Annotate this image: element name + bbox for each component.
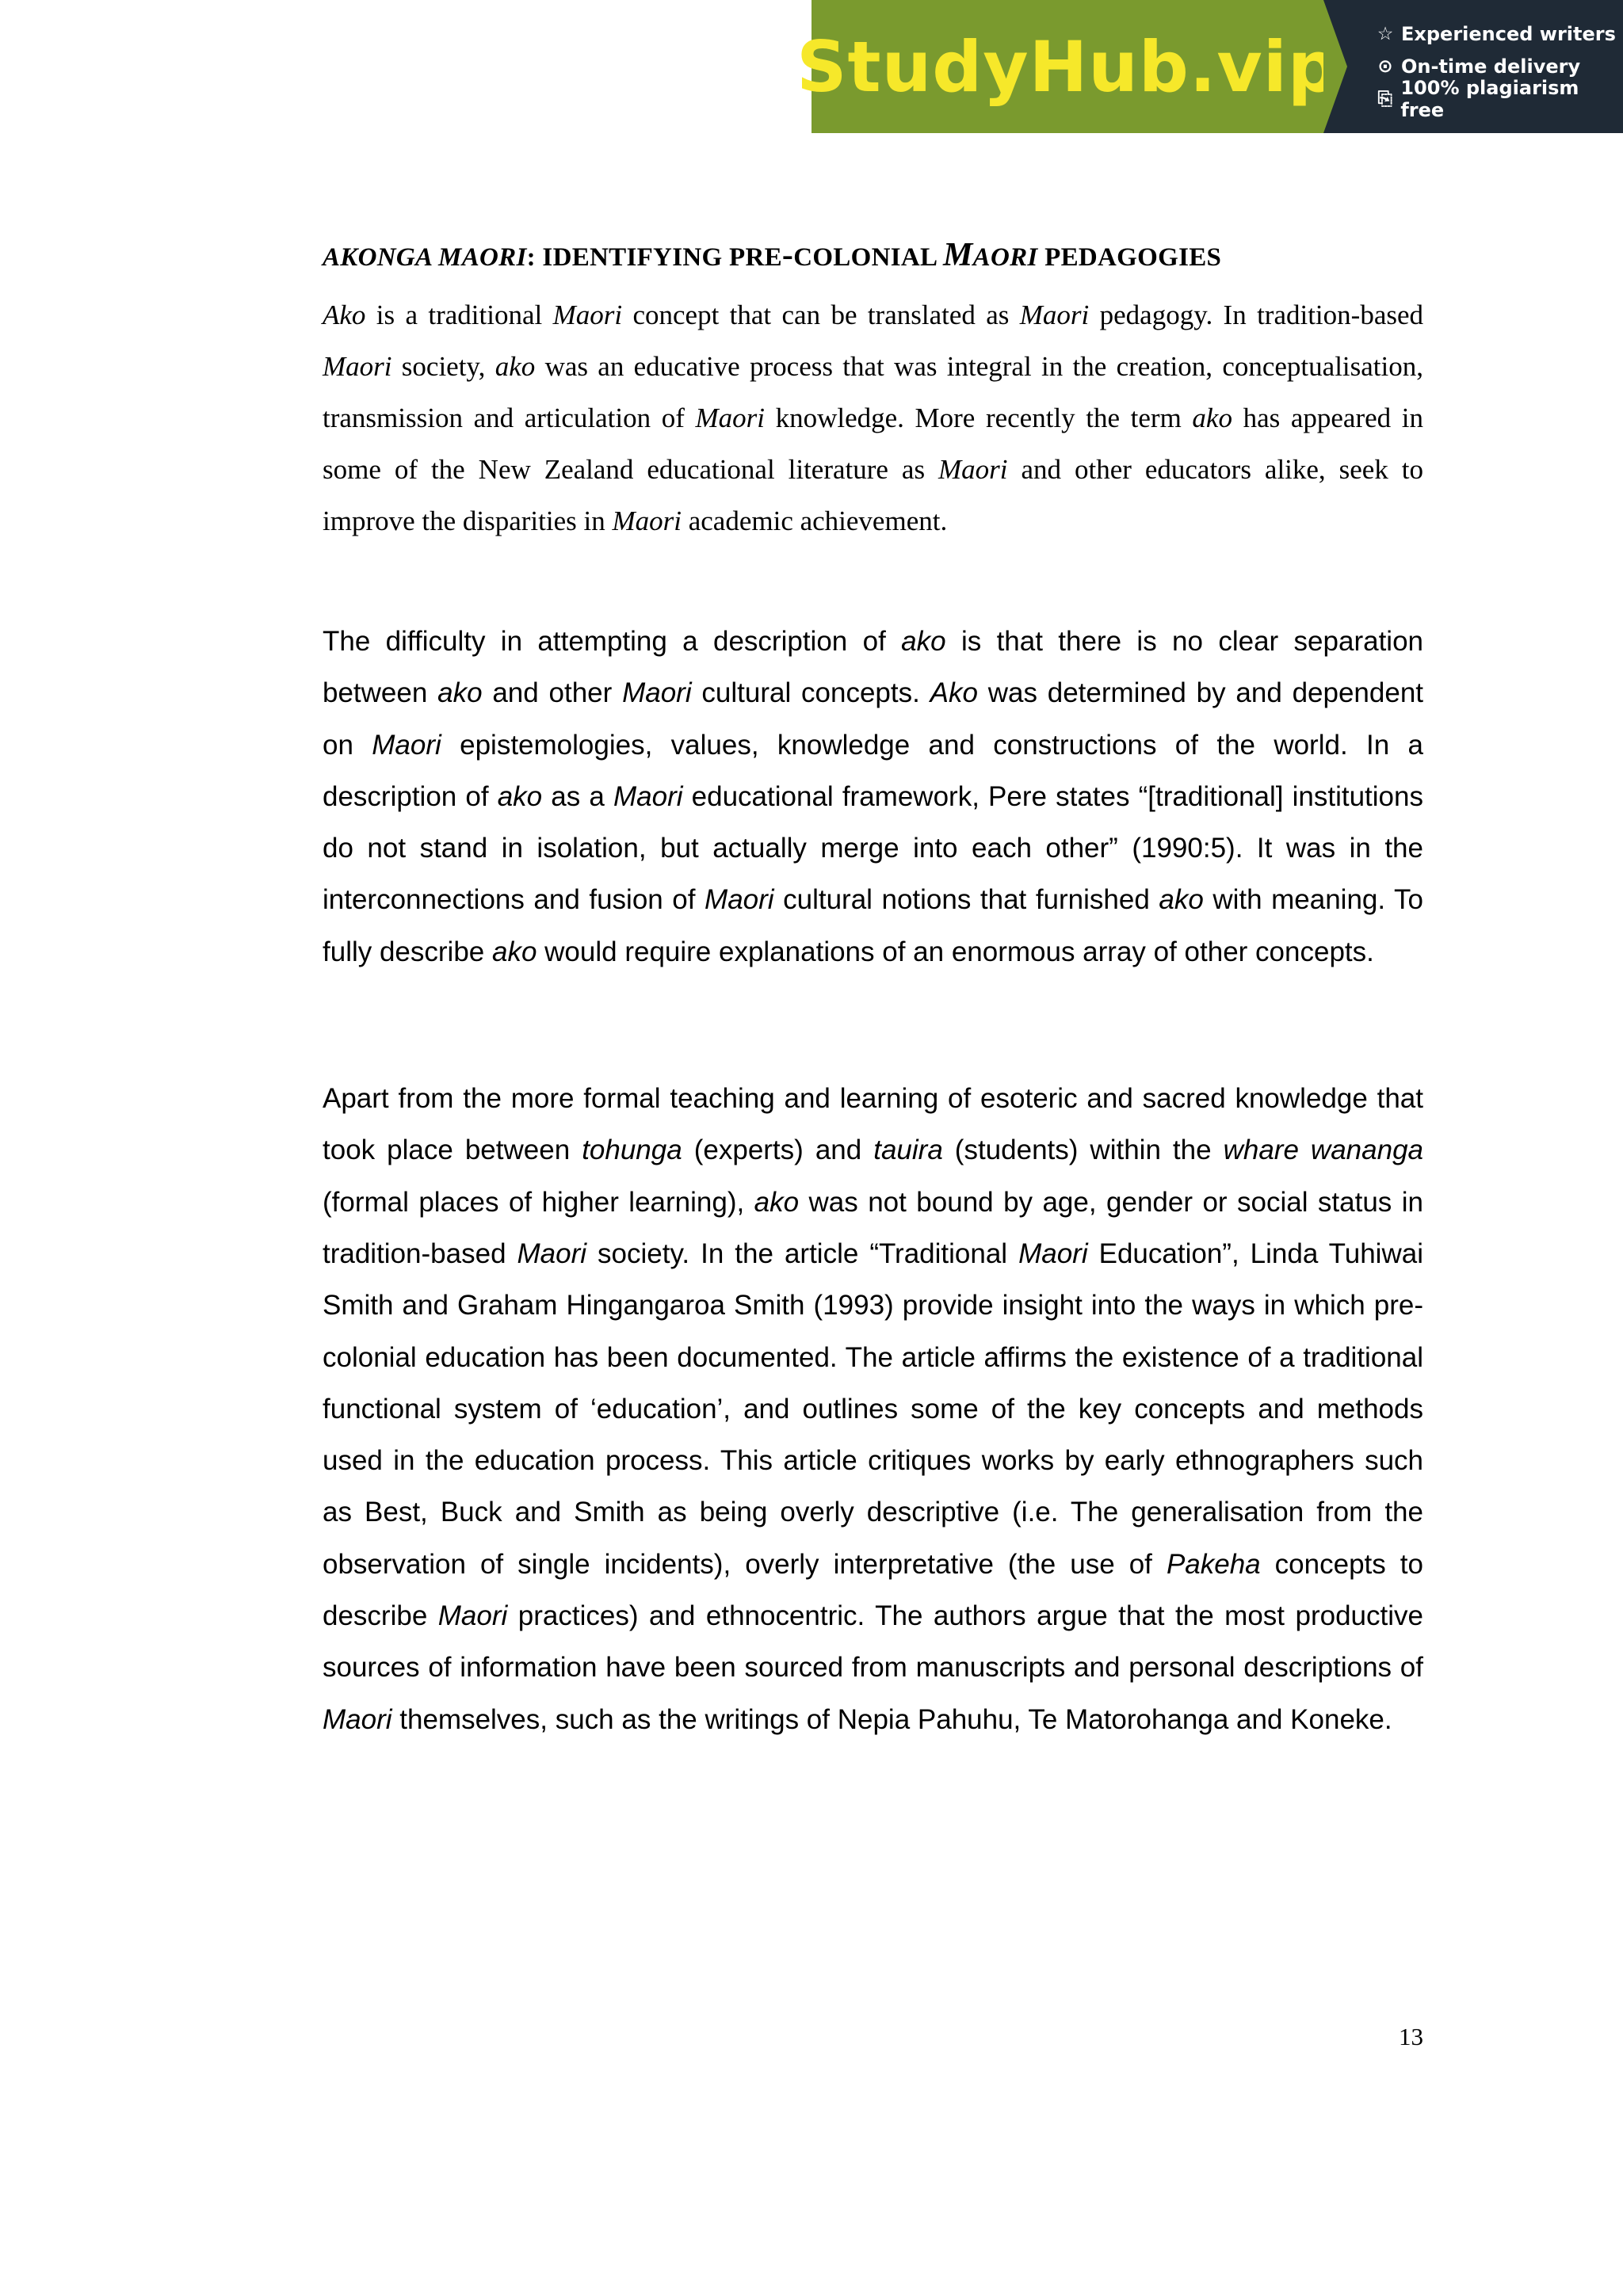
heading-maori-initial: M [943, 237, 973, 273]
text-run: Apart from the more formal teaching and learning of esoteric and sacred knowledge that took place between [323, 1083, 1423, 1166]
italic-term: Maori [1018, 1238, 1088, 1269]
text-run: concepts to describe [323, 1548, 1423, 1632]
italic-term: ako [497, 780, 543, 812]
italic-term: ako [1192, 402, 1232, 433]
heading-text: COLONIAL [793, 243, 944, 272]
text-run: The difficulty in attempting a description of [323, 626, 902, 657]
italic-term: Maori [938, 454, 1008, 485]
feature-label: On-time delivery [1401, 55, 1581, 78]
banner-features [1323, 0, 1623, 133]
logo-text: StudyHub.vip [796, 25, 1338, 108]
heading-hyphen: - [781, 237, 794, 273]
italic-term: Maori [612, 505, 682, 536]
text-run: cultural notions that furnished [773, 884, 1159, 916]
text-run: Education”, Linda Tuhiwai Smith and Graham Hingangaroa Smith (1993) provide insight into the ways in which pre-colonial education has been documented. The article affirms the existence of a traditional functional system of ‘education’, and outlines some of the key concepts and methods used in the education process. This article critiques works by early ethnographers such as Best, Buck and Smith as being overly descriptive (i.e. The generalisation from the observation of single incidents), overly interpretative (the use of [323, 1238, 1423, 1580]
studyhub-banner[interactable] [796, 0, 1623, 133]
text-run: cultural concepts. [691, 677, 930, 709]
document-page [323, 230, 1423, 1745]
section-heading [323, 230, 1423, 283]
italic-term: Ako [930, 677, 978, 709]
italic-term: tohunga [582, 1135, 682, 1166]
italic-term: Maori [695, 402, 765, 433]
italic-term: Maori [323, 1703, 392, 1735]
text-run: epistemologies, values, knowledge and constructions of the world. In a description of [323, 729, 1423, 812]
text-run: was an educative process that was integral in the creation, conceptualisation, transmission and articulation of [323, 351, 1423, 433]
text-run: concept that can be translated as [622, 299, 1020, 330]
feature-plagiarism-free [1376, 76, 1623, 121]
text-run: (students) within the [942, 1135, 1224, 1166]
italic-term: whare wananga [1223, 1135, 1423, 1166]
text-run: was determined by and dependent on [323, 677, 1424, 761]
text-run: society. In the article “Traditional [586, 1238, 1019, 1269]
italic-term: Maori [622, 677, 692, 709]
italic-term: ako [495, 351, 536, 382]
heading-maori-rest: AORI [972, 243, 1038, 272]
text-run: has appeared in some of the New Zealand educational literature as [323, 402, 1423, 485]
text-run: themselves, such as the writings of Nepia Pahuhu, Te Matorohanga and Koneke. [391, 1703, 1392, 1735]
feature-label: Experienced writers [1401, 22, 1616, 45]
studyhub-logo[interactable] [796, 0, 1338, 133]
italic-term: Maori [705, 884, 774, 916]
feature-experienced-writers [1376, 17, 1623, 50]
paragraph-3 [323, 1073, 1423, 1745]
italic-term: ako [1159, 884, 1204, 916]
italic-term: Maori [323, 351, 392, 382]
text-run: knowledge. More recently the term [764, 402, 1193, 433]
text-run: with meaning. To fully describe [323, 884, 1423, 967]
text-run: pedagogy. In tradition-based [1089, 299, 1424, 330]
italic-term: tauira [873, 1135, 943, 1166]
italic-term: Maori [372, 729, 441, 761]
text-run: (formal places of higher learning), [323, 1186, 754, 1218]
italic-term: Maori [517, 1238, 587, 1269]
italic-term: Maori [437, 1600, 508, 1632]
italic-term: Maori [1019, 299, 1090, 330]
heading-akonga-maori: AKONGA MAORI [323, 243, 527, 272]
italic-term: Pakeha [1166, 1548, 1261, 1580]
italic-term: ako [491, 936, 537, 967]
paragraph-2 [323, 616, 1423, 978]
heading-text: PEDAGOGIES [1037, 243, 1222, 272]
italic-term: Maori [613, 780, 683, 812]
heading-text: : IDENTIFYING PRE [526, 243, 782, 272]
italic-term: ako [437, 677, 483, 709]
text-run: educational framework, Pere states “[traditional] institutions do not stand in isolation, but actually merge into each other” (1990:5). It was in the interconnections and fusion of [323, 780, 1423, 916]
text-run: society, [391, 351, 495, 382]
italic-term: Maori [552, 299, 623, 330]
text-run: was not bound by age, gender or social status in tradition-based [323, 1186, 1423, 1269]
text-run: (experts) and [682, 1135, 874, 1166]
text-run: is that there is no clear separation between [323, 626, 1423, 709]
text-run: would require explanations of an enormous array of other concepts. [537, 936, 1374, 967]
text-run: and other [482, 677, 623, 709]
document-icon: ⎘ [1377, 88, 1392, 109]
clock-icon: ⊙ [1377, 55, 1393, 77]
star-icon: ☆ [1377, 23, 1394, 44]
text-run: practices) and ethnocentric. The authors argue that the most productive sources of information have been sourced from manuscripts and personal descriptions of [323, 1600, 1423, 1684]
italic-term: ako [754, 1186, 800, 1218]
text-run: academic achievement. [681, 505, 948, 536]
text-run: is a traditional [365, 299, 553, 330]
italic-term: ako [901, 626, 946, 657]
feature-label: 100% plagiarism free [1400, 76, 1579, 121]
paragraph-1 [323, 289, 1423, 547]
page-number: 13 [1399, 2023, 1423, 2050]
text-run: as a [542, 780, 613, 812]
italic-term: Ako [323, 299, 366, 330]
text-run: and other educators alike, seek to improve the disparities in [323, 454, 1424, 536]
